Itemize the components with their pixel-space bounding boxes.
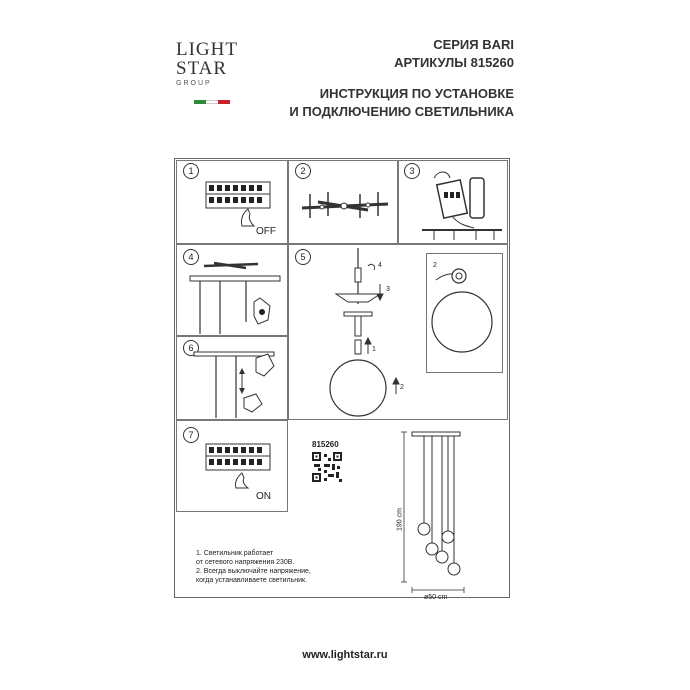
logo-line-star: STAR <box>176 58 228 79</box>
step-2-number: 2 <box>295 163 311 179</box>
website-url[interactable]: www.lightstar.ru <box>302 649 388 661</box>
step-5-arrow-3-label: 3 <box>386 286 390 293</box>
note-line-4: когда устанавливаете светильник. <box>196 577 308 584</box>
article-number: АРТИКУЛЫ 815260 <box>394 55 514 70</box>
step-5-arrow-2b-label: 2 <box>400 384 404 391</box>
step-4-number: 4 <box>183 249 199 265</box>
title-line-2: И ПОДКЛЮЧЕНИЮ СВЕТИЛЬНИКА <box>289 104 514 119</box>
step-5-arrow-1-label: 1 <box>372 346 376 353</box>
height-dimension-label: 190 cm <box>396 508 404 531</box>
logo-line-group: GROUP <box>176 80 212 87</box>
step-3-wiring-illustration <box>414 164 504 240</box>
step-1-breaker-illustration <box>200 178 280 228</box>
qr-code-icon <box>312 452 342 482</box>
step-7-breaker-illustration <box>200 440 280 490</box>
italian-flag-icon <box>194 100 230 104</box>
step-5-number: 5 <box>295 249 311 265</box>
note-line-3: 2. Всегда выключайте напряжение, <box>196 568 311 575</box>
step-5-arrow-4-label: 4 <box>378 262 382 269</box>
chandelier-dimension-drawing <box>398 428 508 598</box>
step-3-number: 3 <box>404 163 420 179</box>
step-5-shade-assembly-illustration <box>320 248 410 418</box>
step-6-height-adjust-illustration <box>186 346 286 418</box>
lightstar-logo <box>176 40 238 108</box>
step-2-bracket-illustration <box>298 180 394 230</box>
note-line-2: от сетевого напряжения 230В. <box>196 559 295 566</box>
product-article: 815260 <box>312 440 339 449</box>
step-5-arrow-2-label: 2 <box>433 262 437 269</box>
step-7-on-label: ON <box>256 491 271 502</box>
note-line-1: 1. Светильник работает <box>196 550 274 557</box>
step-5-detail-illustration <box>428 256 502 372</box>
step-1-off-label: OFF <box>256 226 276 237</box>
step-7-number: 7 <box>183 427 199 443</box>
step-6-number: 6 <box>183 340 199 356</box>
step-1-number: 1 <box>183 163 199 179</box>
series-name: СЕРИЯ BARI <box>433 37 514 52</box>
qr-code <box>312 452 342 482</box>
logo-line-light: LIGHT <box>176 39 238 60</box>
step-4-ceiling-mount-illustration <box>184 262 284 334</box>
title-line-1: ИНСТРУКЦИЯ ПО УСТАНОВКЕ <box>319 86 514 101</box>
diameter-dimension-label: ø50 cm <box>424 594 448 601</box>
